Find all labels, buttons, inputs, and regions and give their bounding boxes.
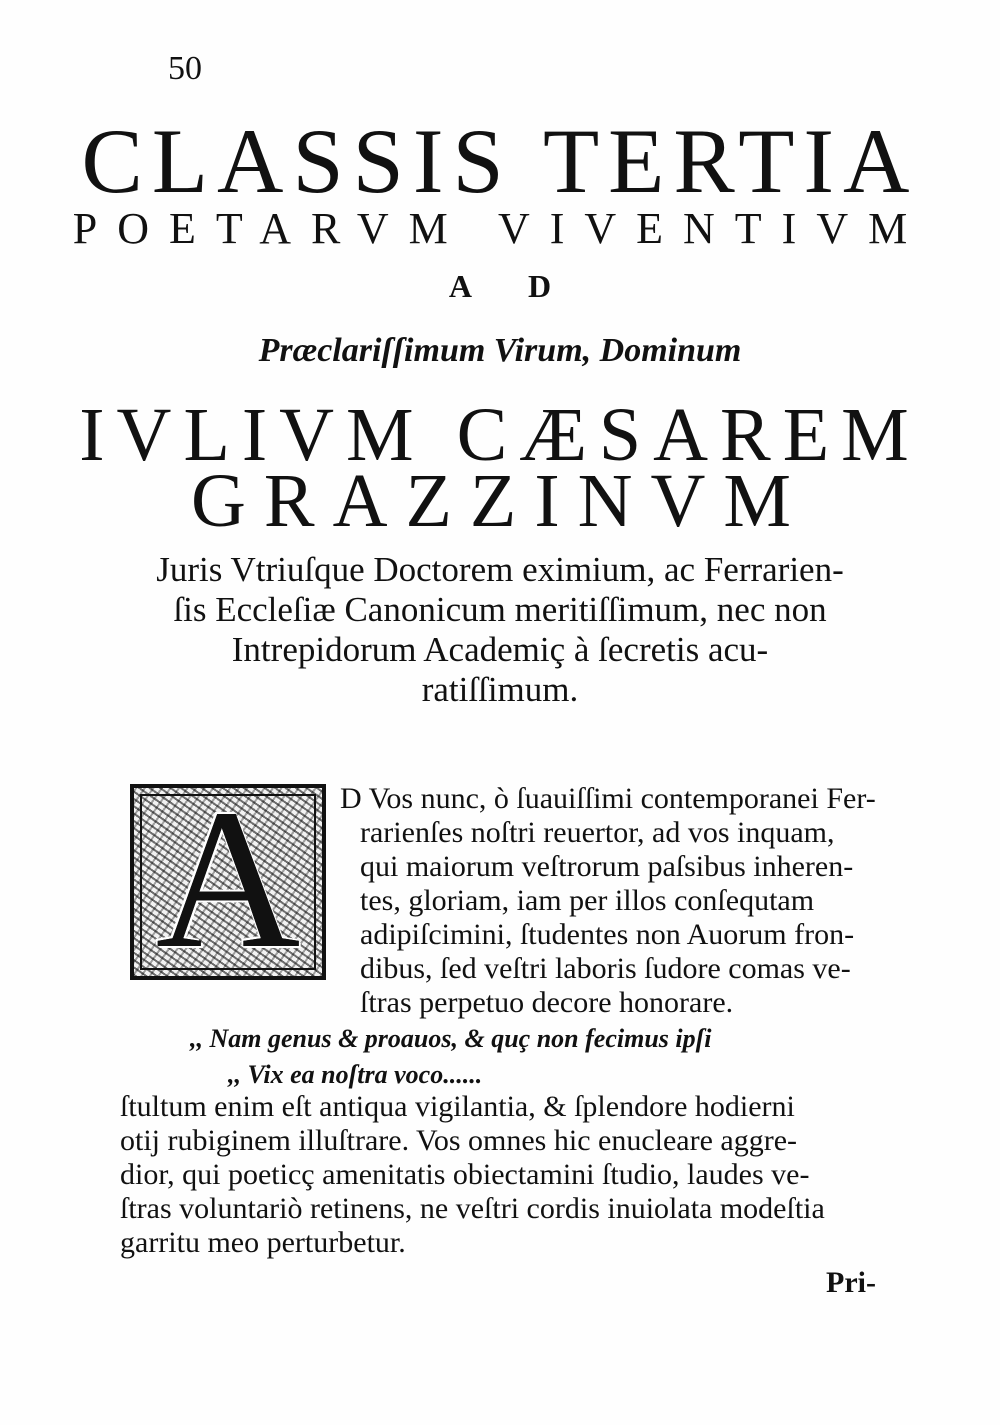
catchword: Pri- [826,1266,876,1299]
dedication-line: Intrepidorum Academiç à ſecretis acu- [231,630,769,669]
title-poetarum: POETARVM VIVENTIVM [72,204,928,253]
verse-line: ,, Nam genus & proauos, & quç non fecimus ipſi [190,1024,712,1053]
dedication-line: ratiſſimum. [421,670,579,709]
title-grazzinum: GRAZZINVM [191,459,809,543]
page-number: 50 [168,50,202,87]
paragraph-line: ſtras perpetuo decore honorare. [360,986,734,1019]
paragraph-line: dibus, ſed veſtri laboris ſudore comas ve- [360,952,851,985]
verse-line: ,, Vix ea noſtra voco...... [228,1060,483,1089]
paragraph-line: ſtultum enim eſt antiqua vigilantia, & ſplendore hodierni [120,1090,795,1123]
title-classis: CLASSIS TERTIA [81,110,919,212]
dedication-line: Juris Vtriuſque Doctorem eximium, ac Ferrarien- [156,550,844,589]
title-iulium: IVLIVM CÆSAREM [79,393,921,477]
paragraph-line: tes, gloriam, iam per illos conſequtam [360,884,815,917]
title-ad: AD [448,268,608,304]
paragraph-line: dior, qui poeticç amenitatis obiectamini ſtudio, laudes ve- [120,1158,810,1191]
paragraph-line: garritu meo perturbetur. [120,1226,406,1259]
paragraph-line: qui maiorum veſtrorum paſsibus inheren- [360,850,854,883]
initial-letter-glyph: A [155,784,301,980]
paragraph-line: rarienſes noſtri reuertor, ad vos inquam, [360,816,835,849]
paragraph-line: D Vos nunc, ò ſuauiſſimi contemporanei Fer- [340,782,876,815]
paragraph-line: adipiſcimini, ſtudentes non Auorum fron- [360,918,855,951]
title-praeclarissimum: Præclariſſimum Virum, Dominum [258,332,742,369]
ornate-initial-letter [130,784,326,980]
paragraph-line: ſtras voluntariò retinens, ne veſtri cordis inuiolata modeſtia [120,1192,825,1225]
paragraph-line: otij rubiginem illuſtrare. Vos omnes hic enucleare aggre- [120,1124,798,1157]
dedication-line: ſis Eccleſiæ Canonicum meritiſſimum, nec non [173,590,827,629]
